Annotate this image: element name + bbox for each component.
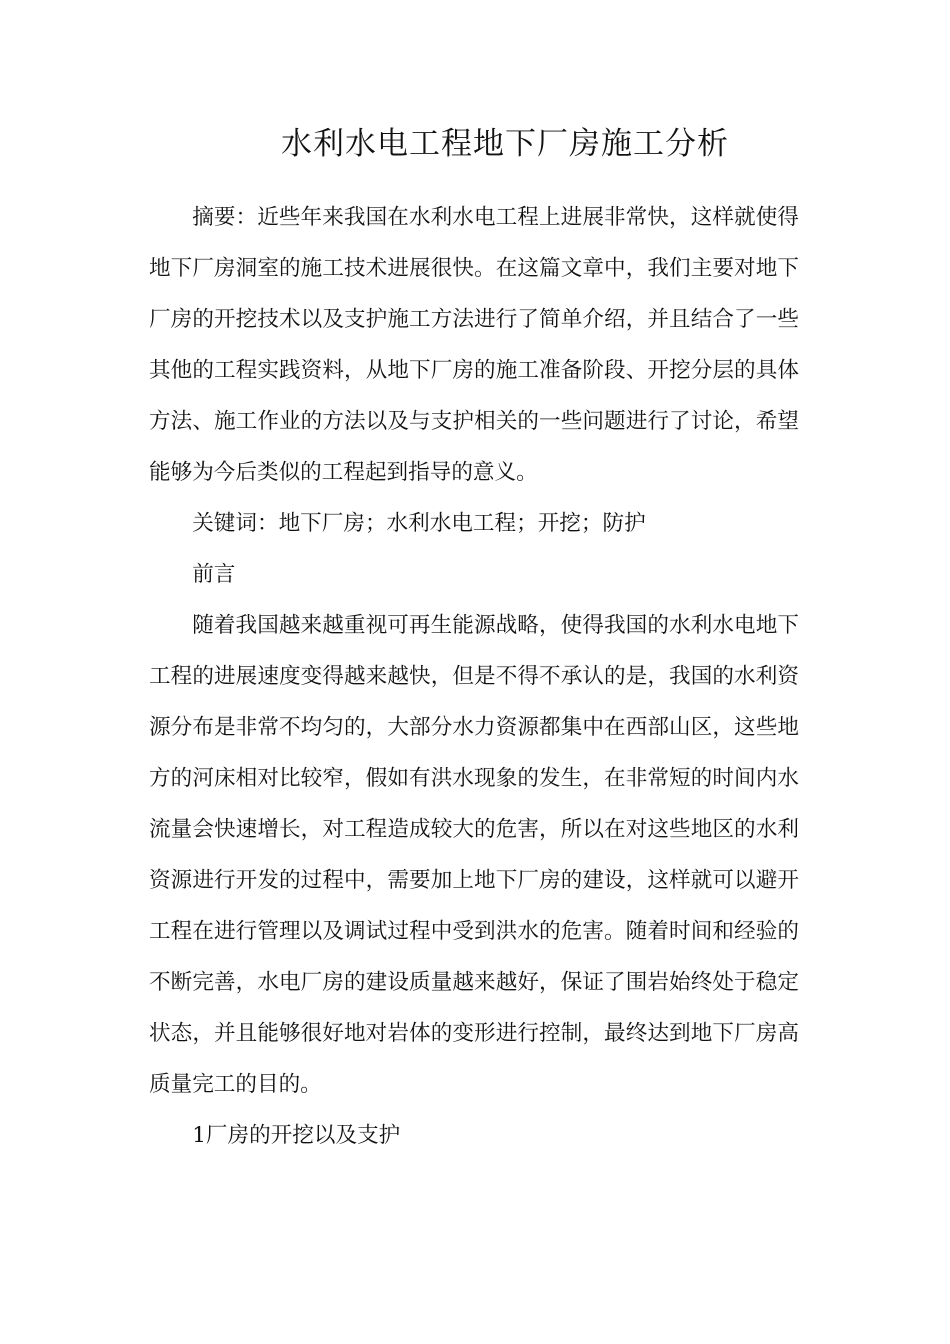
document-title: 水利水电工程地下厂房施工分析 — [281, 126, 729, 162]
abstract-paragraph: 摘要：近些年来我国在水利水电工程上进展非常快，这样就使得地下厂房洞室的施工技术进展很快。在这篇文章中，我们主要对地下厂房的开挖技术以及支护施工方法进行了简单介绍，并且结合了一些其他的工程实践资料，从地下厂房的施工准备阶段、开挖分层的具体方法、施工作业的方法以及与支护相关的一些问题进行了讨论，希望能够为今后类似的工程起到指导的意义。 — [149, 205, 799, 485]
preface-paragraph: 随着我国越来越重视可再生能源战略，使得我国的水利水电地下工程的进展速度变得越来越快，但是不得不承认的是，我国的水利资源分布是非常不均匀的，大部分水力资源都集中在西部山区，这些地方的河床相对比较窄，假如有洪水现象的发生，在非常短的时间内水流量会快速增长，对工程造成较大的危害，所以在对这些地区的水利资源进行开发的过程中，需要加上地下厂房的建设，这样就可以避开工程在进行管理以及调试过程中受到洪水的危害。随着时间和经验的不断完善，水电厂房的建设质量越来越好，保证了围岩始终处于稳定状态，并且能够很好地对岩体的变形进行控制，最终达到地下厂房高质量完工的目的。 — [149, 613, 799, 1097]
keywords-line: 关键词：地下厂房；水利水电工程；开挖；防护 — [192, 511, 646, 536]
preface-heading: 前言 — [192, 562, 236, 587]
document-body — [149, 192, 799, 1161]
section-1-heading: 1厂房的开挖以及支护 — [192, 1123, 401, 1148]
